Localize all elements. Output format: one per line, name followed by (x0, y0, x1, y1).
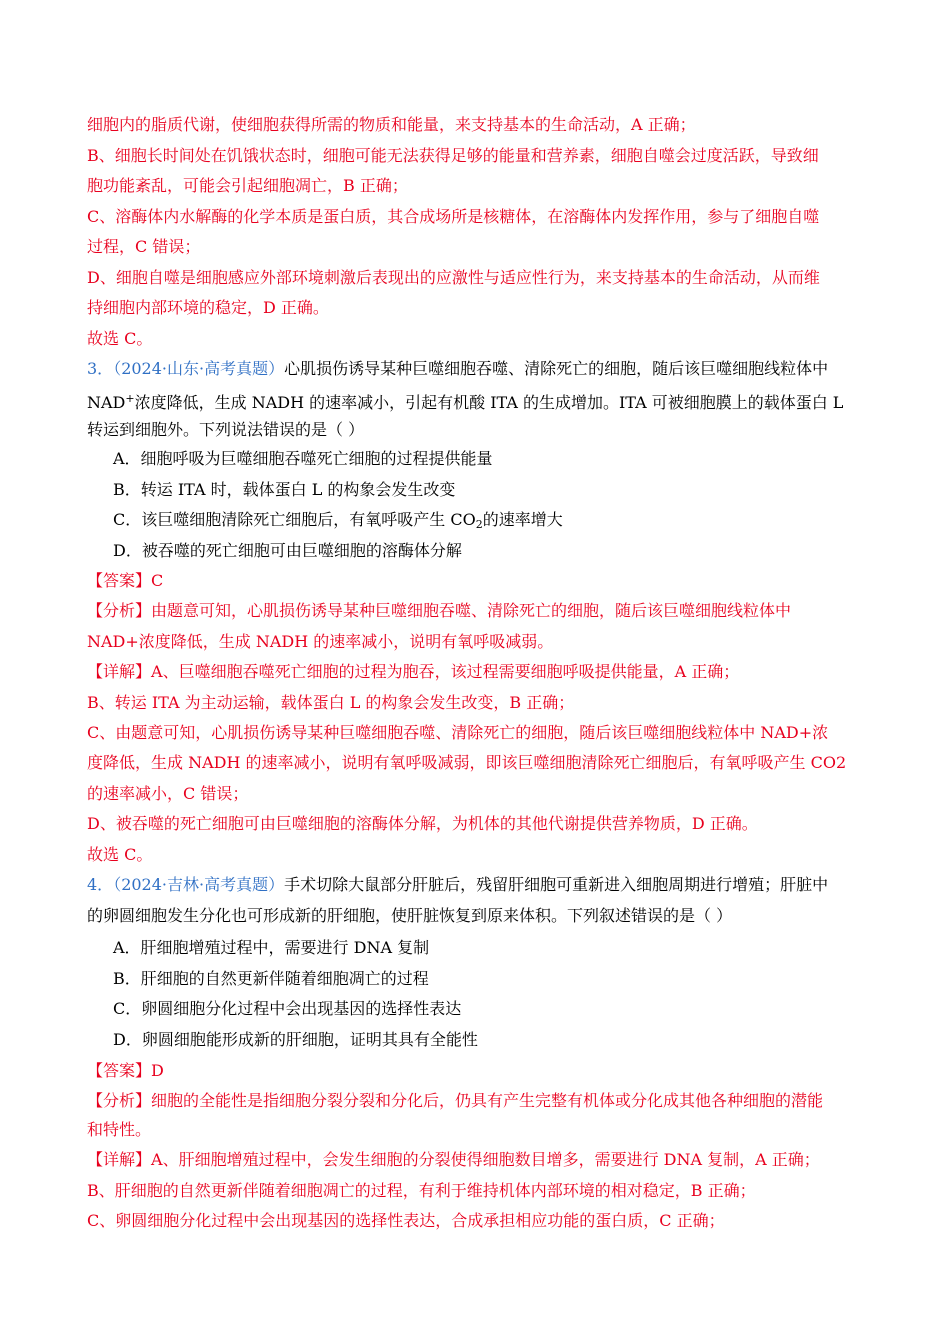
q3-detail-line (87, 662, 739, 682)
q4-detail-line: B、肝细胞的自然更新伴随着细胞凋亡的过程，有利于维持机体内部环境的相对稳定，B 正确； (87, 1181, 756, 1200)
q3-detail-line: 的速率减小，C 错误； (87, 784, 249, 803)
q4-source: （2024·吉林·高考真题） (113, 875, 285, 894)
q3-detail-line: B、转运 ITA 为主动运输，载体蛋白 L 的构象会发生改变，B 正确； (87, 693, 575, 712)
q3-analysis-line (87, 601, 791, 621)
q2-detail-line: D、细胞自噬是细胞感应外部环境刺激后表现出的应激性与适应性行为，来支持基本的生命活动，从而维 (87, 268, 820, 287)
q4-detail-line: C、卵圆细胞分化过程中会出现基因的选择性表达，合成承担相应功能的蛋白质，C 正确； (87, 1211, 725, 1230)
q2-detail-line: C、溶酶体内水解酶的化学本质是蛋白质，其合成场所是核糖体，在溶酶体内发挥作用，参与了细胞自噬 (87, 207, 820, 226)
answer-tag: 【答案】 (87, 1061, 152, 1080)
detail-tag: 【详解】 (87, 662, 152, 681)
q4-stem-text: 手术切除大鼠部分肝脏后，残留肝细胞可重新进入细胞周期进行增殖；肝脏中 (284, 875, 829, 894)
q3-number: 3． (87, 359, 114, 378)
q3-conclusion: 故选 C。 (87, 845, 153, 864)
analysis-tag: 【分析】 (87, 1091, 152, 1110)
q4-option-c: C．卵圆细胞分化过程中会出现基因的选择性表达 (113, 999, 462, 1018)
detail-text: A、肝细胞增殖过程中，会发生细胞的分裂使得细胞数目增多，需要进行 DNA 复制，A 正确； (151, 1150, 820, 1169)
q4-option-d: D．卵圆细胞能形成新的肝细胞，证明其具有全能性 (113, 1030, 478, 1049)
analysis-tag: 【分析】 (87, 601, 152, 620)
q2-detail-line: 过程，C 错误； (87, 237, 201, 256)
q2-detail-line: 胞功能紊乱，可能会引起细胞凋亡，B 正确； (87, 176, 408, 195)
q3-source: （2024·山东·高考真题） (113, 359, 285, 378)
q2-conclusion: 故选 C。 (87, 329, 153, 348)
q3-option-a: A．细胞呼吸为巨噬细胞吞噬死亡细胞的过程提供能量 (113, 449, 493, 468)
q4-stem-line: 的卵圆细胞发生分化也可形成新的肝细胞，使肝脏恢复到原来体积。下列叙述错误的是（ ） (87, 906, 733, 925)
subscript: 2 (475, 518, 483, 531)
q4-option-a: A．肝细胞增殖过程中，需要进行 DNA 复制 (113, 938, 430, 957)
q4-answer (87, 1061, 164, 1081)
q2-detail-line: 细胞内的脂质代谢，使细胞获得所需的物质和能量，来支持基本的生命活动，A 正确； (87, 115, 696, 134)
q3-detail-line: 度降低，生成 NADH 的速率减小，说明有氧呼吸减弱，即该巨噬细胞清除死亡细胞后，有氧呼吸产生 CO2 (87, 753, 847, 772)
answer-value: C (151, 571, 164, 590)
analysis-text: 细胞的全能性是指细胞分裂分裂和分化后，仍具有产生完整有机体或分化成其他各种细胞的潜能 (151, 1091, 824, 1110)
q4-analysis-line (87, 1091, 823, 1111)
q3-stem-text: 心肌损伤诱导某种巨噬细胞吞噬、清除死亡的细胞，随后该巨噬细胞线粒体中 (284, 359, 829, 378)
q4-detail-line (87, 1150, 820, 1170)
q4-stem-line (87, 875, 828, 895)
q2-detail-line: B、细胞长时间处在饥饿状态时，细胞可能无法获得足够的能量和营养素，细胞自噬会过度活跃，导致细 (87, 146, 819, 165)
answer-tag: 【答案】 (87, 571, 152, 590)
detail-text: A、巨噬细胞吞噬死亡细胞的过程为胞吞，该过程需要细胞呼吸提供能量，A 正确； (151, 662, 740, 681)
q3-stem-line (87, 389, 843, 413)
q4-analysis-line: 和特性。 (87, 1120, 152, 1139)
q3-stem-line (87, 359, 828, 379)
option-text: 的速率增大 (482, 510, 563, 529)
analysis-text: 由题意可知，心肌损伤诱导某种巨噬细胞吞噬、清除死亡的细胞，随后该巨噬细胞线粒体中 (151, 601, 792, 620)
q4-number: 4． (87, 875, 114, 894)
option-text: C．该巨噬细胞清除死亡细胞后，有氧呼吸产生 CO (113, 510, 476, 529)
q3-detail-line: C、由题意可知，心肌损伤诱导某种巨噬细胞吞噬、清除死亡的细胞，随后该巨噬细胞线粒体中 NAD+浓 (87, 723, 829, 742)
q3-stem-line: 转运到细胞外。下列说法错误的是（ ） (87, 420, 365, 439)
answer-value: D (151, 1061, 164, 1080)
q3-analysis-line: NAD+浓度降低，生成 NADH 的速率减小，说明有氧呼吸减弱。 (87, 632, 554, 651)
q3-option-c (113, 510, 563, 535)
q4-option-b: B．肝细胞的自然更新伴随着细胞凋亡的过程 (113, 969, 429, 988)
q3-stem-text: NAD (87, 393, 126, 412)
q2-detail-line: 持细胞内部环境的稳定，D 正确。 (87, 298, 329, 317)
q3-stem-text: 浓度降低，生成 NADH 的速率减小，引起有机酸 ITA 的生成增加。ITA 可被细胞膜上的载体蛋白 L (134, 393, 844, 412)
q3-option-d: D．被吞噬的死亡细胞可由巨噬细胞的溶酶体分解 (113, 541, 462, 560)
q3-answer (87, 571, 163, 591)
q3-detail-line: D、被吞噬的死亡细胞可由巨噬细胞的溶酶体分解，为机体的其他代谢提供营养物质，D 正确。 (87, 814, 758, 833)
superscript: + (125, 392, 135, 405)
q3-option-b: B．转运 ITA 时，载体蛋白 L 的构象会发生改变 (113, 480, 456, 499)
detail-tag: 【详解】 (87, 1150, 152, 1169)
